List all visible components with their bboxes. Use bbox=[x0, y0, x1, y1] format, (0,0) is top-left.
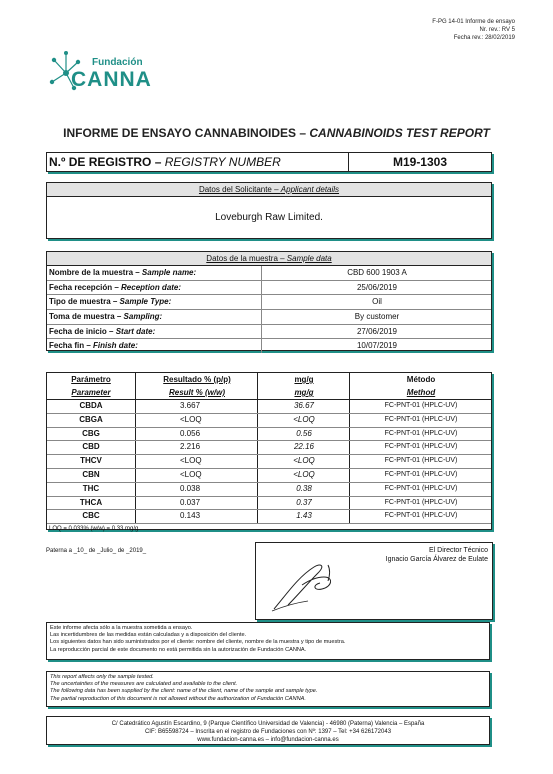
mgg-cell: 0.38 bbox=[257, 483, 350, 496]
table-row bbox=[47, 441, 491, 455]
sample-field-label bbox=[49, 266, 196, 279]
col-header-mgg-en: mg/g bbox=[257, 386, 350, 399]
table-row bbox=[47, 428, 491, 442]
footer-registry-line: CIF: B65598724 – Inscrita en el registro de Fundaciones con Nº: 1397 – Tel: +34 626172043 bbox=[144, 729, 392, 735]
place-date: Paterna a _10_ de _Julio_ de _2019_ bbox=[46, 548, 147, 554]
revision-date: Fecha rev.: 28/02/2019 bbox=[453, 35, 515, 41]
results-header-es bbox=[47, 373, 491, 386]
label-es: Toma de muestra – bbox=[49, 312, 124, 322]
percent-cell: <LOQ bbox=[135, 414, 257, 427]
param-cell: THCA bbox=[79, 497, 103, 507]
param-cell: CBC bbox=[82, 511, 100, 521]
note-line: The partial reproduction of this document is not allowed without the authorization of Fundación CANNA. bbox=[50, 695, 306, 702]
revision-number: Nr. rev.: RV 5 bbox=[479, 27, 515, 33]
signature-box bbox=[255, 542, 493, 620]
disclaimer-en bbox=[46, 671, 490, 707]
sample-field-label bbox=[49, 281, 181, 294]
note-line: The uncertainties of the measures are calculated and available to the client. bbox=[50, 681, 238, 688]
mgg-cell: 0.37 bbox=[257, 497, 350, 510]
mgg-cell: <LOQ bbox=[257, 414, 350, 427]
label-es: Fecha de inicio – bbox=[49, 326, 116, 336]
param-cell: THC bbox=[82, 483, 100, 493]
col-header-result-es: Resultado % (p/p) bbox=[135, 373, 258, 386]
table-row bbox=[47, 455, 491, 469]
param-cell: CBG bbox=[82, 428, 100, 438]
method-cell: FC-PNT-01 (HPLC-UV) bbox=[349, 414, 492, 427]
method-cell: FC-PNT-01 (HPLC-UV) bbox=[349, 483, 492, 496]
signer-name: Ignacio García Álvarez de Eulate bbox=[385, 556, 488, 563]
sample-field-label bbox=[49, 325, 155, 338]
method-cell: FC-PNT-01 (HPLC-UV) bbox=[349, 441, 492, 454]
table-row bbox=[47, 400, 491, 414]
percent-cell: 0.038 bbox=[135, 483, 257, 496]
report-title-en: CANNABINOIDS TEST REPORT bbox=[309, 126, 490, 140]
param-cell: CBDA bbox=[79, 401, 103, 410]
registry-box bbox=[46, 152, 492, 172]
signer-role: El Director Técnico bbox=[428, 547, 488, 554]
percent-cell: 2.216 bbox=[135, 441, 257, 454]
label-en: Sample Type: bbox=[119, 297, 172, 307]
registry-label bbox=[47, 153, 349, 171]
sample-field-label bbox=[49, 310, 162, 323]
mgg-cell: 22.16 bbox=[257, 441, 350, 454]
sample-row bbox=[47, 325, 491, 340]
start-date-value: 27/06/2019 bbox=[261, 325, 492, 339]
sample-row bbox=[47, 266, 491, 281]
percent-cell: 0.037 bbox=[135, 497, 257, 510]
document-control-info bbox=[432, 18, 515, 42]
applicant-header bbox=[47, 183, 491, 197]
method-cell: FC-PNT-01 (HPLC-UV) bbox=[349, 510, 492, 523]
mgg-cell: 36.67 bbox=[257, 400, 350, 413]
footer-address bbox=[46, 716, 490, 745]
footer-address-line: C/ Catedrático Agustín Escardino, 9 (Parque Científico Universidad de Valencia) - 46980 (Paterna) Valencia – España bbox=[111, 721, 425, 727]
percent-cell: 0.056 bbox=[135, 428, 257, 441]
results-header-en bbox=[47, 386, 491, 400]
param-cell: THCV bbox=[80, 456, 102, 466]
sample-data-header bbox=[47, 252, 491, 266]
sample-type-value: Oil bbox=[261, 295, 492, 309]
param-cell: CBD bbox=[82, 442, 100, 452]
label-es: Fecha fin – bbox=[49, 341, 94, 351]
label-es: Tipo de muestra – bbox=[49, 297, 120, 307]
finish-date-value: 10/07/2019 bbox=[261, 339, 492, 353]
label-es: Fecha recepción – bbox=[49, 282, 122, 292]
report-title-es: INFORME DE ENSAYO CANNABINOIDES – bbox=[63, 126, 310, 140]
note-line: Los siguientes datos han sido suministrados por el cliente: nombre del cliente, nombre de la muestra y tipo de muestra. bbox=[50, 639, 346, 646]
handwritten-signature bbox=[268, 555, 358, 613]
label-es: Nombre de la muestra – bbox=[49, 268, 142, 277]
report-title bbox=[0, 126, 553, 140]
percent-cell: <LOQ bbox=[135, 469, 257, 482]
reception-date-value: 25/06/2019 bbox=[261, 281, 492, 295]
percent-cell: 3.667 bbox=[135, 400, 257, 413]
method-cell: FC-PNT-01 (HPLC-UV) bbox=[349, 469, 492, 482]
applicant-header-es: Datos del Solicitante – bbox=[198, 185, 281, 194]
table-row bbox=[47, 483, 491, 497]
note-line: The following data has been supplied by the client: name of the client, name of the sample and sample type. bbox=[50, 688, 318, 695]
method-cell: FC-PNT-01 (HPLC-UV) bbox=[349, 400, 492, 413]
method-cell: FC-PNT-01 (HPLC-UV) bbox=[349, 497, 492, 510]
label-en: Sample name: bbox=[141, 268, 197, 277]
registry-label-es: N.º DE REGISTRO – bbox=[49, 155, 165, 169]
col-header-parameter-en: Parameter bbox=[71, 388, 111, 397]
form-code: F-PG 14-01 Informe de ensayo bbox=[432, 19, 515, 25]
percent-cell: <LOQ bbox=[135, 455, 257, 468]
sample-row bbox=[47, 310, 491, 325]
method-cell: FC-PNT-01 (HPLC-UV) bbox=[349, 455, 492, 468]
sample-row bbox=[47, 281, 491, 296]
percent-cell: 0.143 bbox=[135, 510, 257, 523]
applicant-box bbox=[46, 182, 492, 239]
table-row bbox=[47, 497, 491, 511]
sample-header-es: Datos de la muestra – bbox=[206, 254, 287, 263]
method-cell: FC-PNT-01 (HPLC-UV) bbox=[349, 428, 492, 441]
table-row bbox=[47, 414, 491, 428]
results-table bbox=[46, 372, 492, 533]
mgg-cell: 1.43 bbox=[257, 510, 350, 523]
mgg-cell: 0.56 bbox=[257, 428, 350, 441]
applicant-name: Loveburgh Raw Limited. bbox=[215, 212, 323, 223]
sampling-value: By customer bbox=[261, 310, 492, 324]
footer-web-line: www.fundacion-canna.es – info@fundacion-canna.es bbox=[197, 737, 339, 743]
sample-name-value: CBD 600 1903 A bbox=[261, 266, 492, 280]
mgg-cell: <LOQ bbox=[257, 455, 350, 468]
applicant-header-en: Applicant details bbox=[280, 185, 340, 194]
note-line: La reproducción parcial de este documento no está permitida sin la autorización de Fundación CANNA. bbox=[50, 646, 307, 653]
sample-header-en: Sample data bbox=[286, 254, 332, 263]
col-header-mgg-es: mg/g bbox=[257, 373, 350, 386]
registry-number: M19-1303 bbox=[392, 155, 448, 169]
col-header-result-en: Result % (w/w) bbox=[135, 386, 258, 399]
note-line: Este informe afecta sólo a la muestra sometida a ensayo. bbox=[50, 625, 193, 631]
label-en: Sampling: bbox=[123, 312, 163, 322]
col-header-parameter-es: Parámetro bbox=[71, 375, 111, 384]
mgg-cell: <LOQ bbox=[257, 469, 350, 482]
sample-data-box bbox=[46, 251, 492, 351]
table-row bbox=[47, 510, 491, 524]
sample-field-label bbox=[49, 339, 138, 352]
note-line: Las incertidumbres de las medidas están calculadas y a disposición del cliente. bbox=[50, 632, 247, 639]
label-en: Start date: bbox=[115, 326, 156, 336]
disclaimer-es bbox=[46, 622, 490, 660]
logo-word-fundacion: Fundación bbox=[92, 57, 143, 68]
table-row bbox=[47, 469, 491, 483]
col-header-method-en: Method bbox=[349, 386, 492, 399]
param-cell: CBGA bbox=[79, 414, 103, 424]
label-en: Reception date: bbox=[121, 282, 182, 292]
sample-field-label bbox=[49, 295, 171, 308]
label-en: Finish date: bbox=[93, 341, 138, 351]
fundacion-canna-logo bbox=[46, 48, 176, 103]
logo-word-canna: CANNA bbox=[71, 68, 152, 91]
sample-row bbox=[47, 339, 491, 353]
sample-row bbox=[47, 295, 491, 310]
registry-label-en: REGISTRY NUMBER bbox=[164, 155, 281, 169]
loq-note: LOQ = 0.033% (w/w) = 0.33 mg/g bbox=[49, 526, 139, 533]
param-cell: CBN bbox=[82, 469, 100, 479]
col-header-method-es: Método bbox=[349, 373, 492, 386]
note-line: This report affects only the sample tested. bbox=[50, 674, 154, 680]
